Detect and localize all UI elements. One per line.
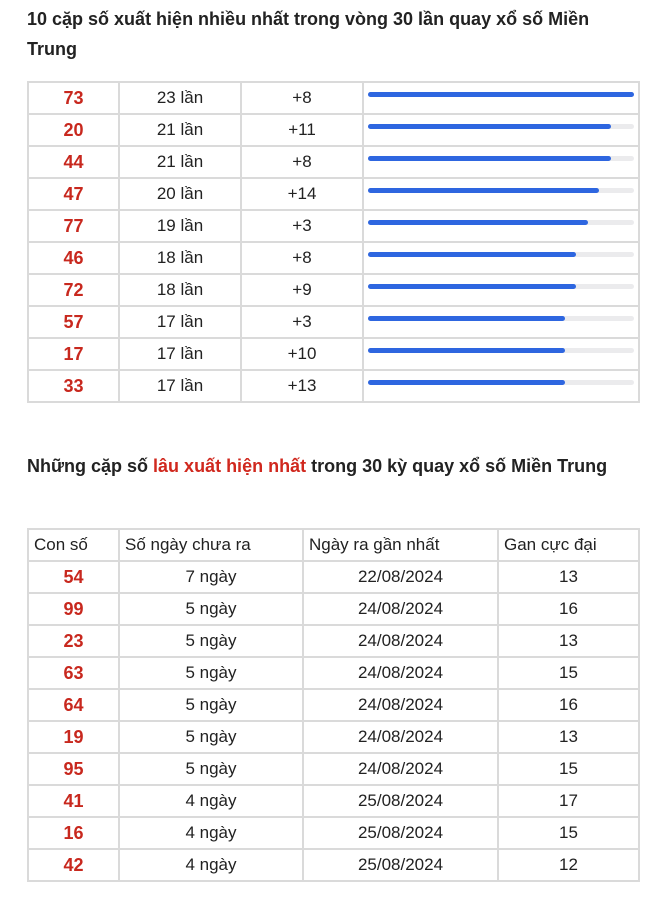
table-row xyxy=(28,146,639,178)
occurrence-count: 17 lần xyxy=(119,338,241,370)
frequency-bar-fill xyxy=(368,380,565,385)
occurrence-count: 20 lần xyxy=(119,178,241,210)
delta-value: +11 xyxy=(241,114,363,146)
table-row xyxy=(28,114,639,146)
frequency-bar-fill xyxy=(368,156,611,161)
max-gap: 12 xyxy=(498,849,639,881)
frequency-bar-cell xyxy=(363,210,639,242)
days-not-drawn: 4 ngày xyxy=(119,817,303,849)
days-not-drawn: 5 ngày xyxy=(119,593,303,625)
last-drawn-date: 24/08/2024 xyxy=(303,753,498,785)
last-drawn-date: 24/08/2024 xyxy=(303,593,498,625)
table-row xyxy=(28,657,639,689)
table-header-row xyxy=(28,529,639,561)
delta-value: +14 xyxy=(241,178,363,210)
frequency-bar-cell xyxy=(363,146,639,178)
max-gap: 15 xyxy=(498,657,639,689)
last-drawn-date: 24/08/2024 xyxy=(303,657,498,689)
last-drawn-date: 22/08/2024 xyxy=(303,561,498,593)
pair-number: 64 xyxy=(28,689,119,721)
pair-number: 57 xyxy=(28,306,119,338)
occurrence-count: 19 lần xyxy=(119,210,241,242)
max-gap: 16 xyxy=(498,689,639,721)
last-drawn-date: 25/08/2024 xyxy=(303,849,498,881)
pair-number: 72 xyxy=(28,274,119,306)
frequency-bar-track xyxy=(368,220,634,225)
frequency-bar-cell xyxy=(363,370,639,402)
days-not-drawn: 5 ngày xyxy=(119,721,303,753)
header-ngay-ra-gan-nhat: Ngày ra gần nhất xyxy=(303,529,498,561)
pair-number: 54 xyxy=(28,561,119,593)
delta-value: +9 xyxy=(241,274,363,306)
last-drawn-date: 25/08/2024 xyxy=(303,817,498,849)
occurrence-count: 17 lần xyxy=(119,370,241,402)
occurrence-count: 18 lần xyxy=(119,274,241,306)
table-row xyxy=(28,817,639,849)
frequency-bar-cell xyxy=(363,178,639,210)
max-gap: 16 xyxy=(498,593,639,625)
section2-title xyxy=(27,451,642,481)
days-not-drawn: 5 ngày xyxy=(119,689,303,721)
days-not-drawn: 4 ngày xyxy=(119,849,303,881)
delta-value: +3 xyxy=(241,210,363,242)
last-drawn-date: 24/08/2024 xyxy=(303,721,498,753)
pair-number: 33 xyxy=(28,370,119,402)
occurrence-count: 18 lần xyxy=(119,242,241,274)
last-drawn-date: 24/08/2024 xyxy=(303,689,498,721)
occurrence-count: 23 lần xyxy=(119,82,241,114)
frequency-bar-fill xyxy=(368,124,611,129)
frequency-bar-fill xyxy=(368,188,599,193)
frequency-bar-fill xyxy=(368,220,588,225)
frequency-bar-fill xyxy=(368,316,565,321)
pair-number: 16 xyxy=(28,817,119,849)
section1-title: 10 cặp số xuất hiện nhiều nhất trong vòng 30 lần quay xổ số Miền Trung xyxy=(27,9,590,59)
frequency-bar-fill xyxy=(368,92,634,97)
frequency-bar-cell xyxy=(363,114,639,146)
pair-number: 95 xyxy=(28,753,119,785)
table-row xyxy=(28,753,639,785)
frequency-bar-track xyxy=(368,348,634,353)
table-row xyxy=(28,274,639,306)
table-row xyxy=(28,306,639,338)
frequency-bar-cell xyxy=(363,338,639,370)
frequency-bar-fill xyxy=(368,284,576,289)
pair-number: 23 xyxy=(28,625,119,657)
frequency-bar-track xyxy=(368,380,634,385)
days-not-drawn: 5 ngày xyxy=(119,657,303,689)
section2-title-highlight: lâu xuất hiện nhất xyxy=(153,456,307,476)
delta-value: +8 xyxy=(241,146,363,178)
frequency-bar-fill xyxy=(368,348,565,353)
days-not-drawn: 7 ngày xyxy=(119,561,303,593)
table-row xyxy=(28,178,639,210)
table-row xyxy=(28,625,639,657)
delta-value: +3 xyxy=(241,306,363,338)
frequency-table xyxy=(27,81,640,403)
pair-number: 77 xyxy=(28,210,119,242)
frequency-bar-track xyxy=(368,284,634,289)
frequency-bar-track xyxy=(368,316,634,321)
longest-absent-table xyxy=(27,528,640,882)
pair-number: 42 xyxy=(28,849,119,881)
pair-number: 46 xyxy=(28,242,119,274)
delta-value: +8 xyxy=(241,242,363,274)
frequency-bar-cell xyxy=(363,242,639,274)
frequency-bar-cell xyxy=(363,82,639,114)
max-gap: 15 xyxy=(498,753,639,785)
table-row xyxy=(28,82,639,114)
frequency-bar-track xyxy=(368,124,634,129)
max-gap: 15 xyxy=(498,817,639,849)
header-con-so: Con số xyxy=(28,529,119,561)
max-gap: 13 xyxy=(498,721,639,753)
delta-value: +10 xyxy=(241,338,363,370)
max-gap: 17 xyxy=(498,785,639,817)
days-not-drawn: 5 ngày xyxy=(119,625,303,657)
table-row xyxy=(28,785,639,817)
pair-number: 17 xyxy=(28,338,119,370)
header-so-ngay-chua-ra: Số ngày chưa ra xyxy=(119,529,303,561)
frequency-bar-track xyxy=(368,188,634,193)
last-drawn-date: 25/08/2024 xyxy=(303,785,498,817)
table-row xyxy=(28,689,639,721)
pair-number: 20 xyxy=(28,114,119,146)
table-row xyxy=(28,593,639,625)
table-row xyxy=(28,721,639,753)
pair-number: 44 xyxy=(28,146,119,178)
section2-title-prefix: Những cặp số xyxy=(27,456,154,476)
last-drawn-date: 24/08/2024 xyxy=(303,625,498,657)
table-row xyxy=(28,849,639,881)
max-gap: 13 xyxy=(498,561,639,593)
header-gan-cuc-dai: Gan cực đại xyxy=(498,529,639,561)
frequency-bar-track xyxy=(368,156,634,161)
occurrence-count: 21 lần xyxy=(119,146,241,178)
frequency-bar-track xyxy=(368,252,634,257)
pair-number: 73 xyxy=(28,82,119,114)
occurrence-count: 17 lần xyxy=(119,306,241,338)
pair-number: 99 xyxy=(28,593,119,625)
max-gap: 13 xyxy=(498,625,639,657)
occurrence-count: 21 lần xyxy=(119,114,241,146)
table-row xyxy=(28,370,639,402)
table-row xyxy=(28,242,639,274)
table-row xyxy=(28,561,639,593)
days-not-drawn: 4 ngày xyxy=(119,785,303,817)
pair-number: 47 xyxy=(28,178,119,210)
table-row xyxy=(28,338,639,370)
pair-number: 19 xyxy=(28,721,119,753)
section2-title-suffix: trong 30 kỳ quay xổ số Miền Trung xyxy=(306,456,608,476)
days-not-drawn: 5 ngày xyxy=(119,753,303,785)
frequency-bar-fill xyxy=(368,252,576,257)
delta-value: +13 xyxy=(241,370,363,402)
frequency-bar-track xyxy=(368,92,634,97)
pair-number: 63 xyxy=(28,657,119,689)
frequency-bar-cell xyxy=(363,274,639,306)
delta-value: +8 xyxy=(241,82,363,114)
pair-number: 41 xyxy=(28,785,119,817)
table-row xyxy=(28,210,639,242)
frequency-bar-cell xyxy=(363,306,639,338)
